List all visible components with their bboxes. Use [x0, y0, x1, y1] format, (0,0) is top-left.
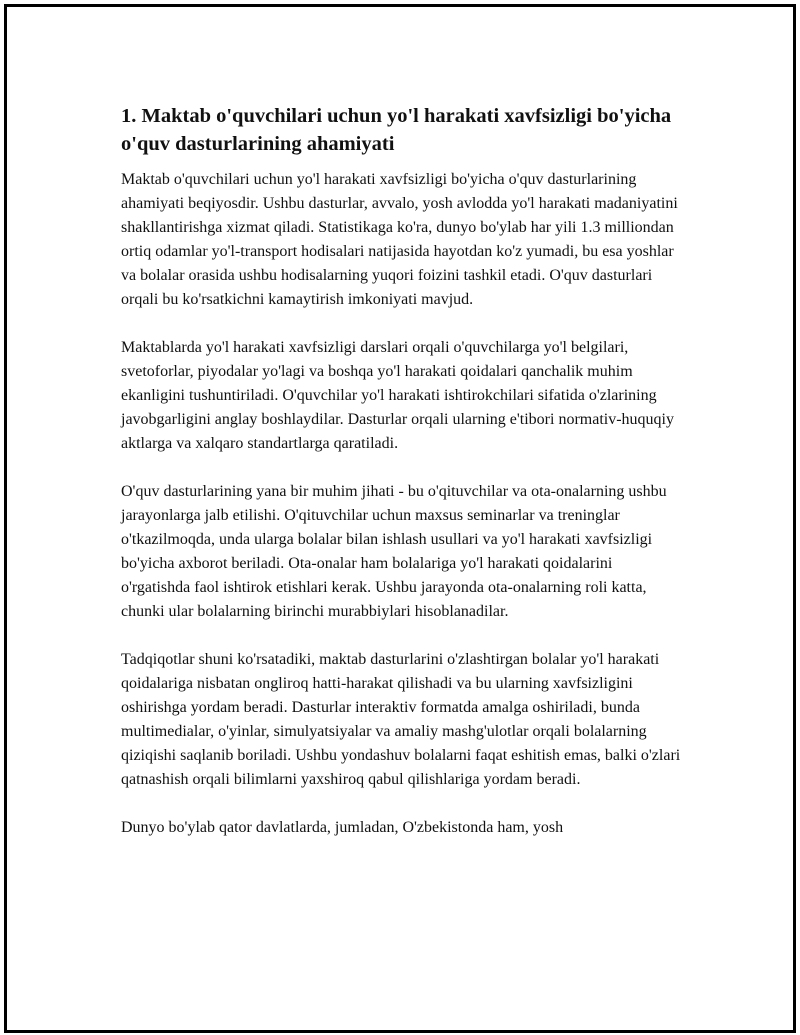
- paragraph-2: Maktablarda yo'l harakati xavfsizligi darslari orqali o'quvchilarga yo'l belgilari, svetoforlar, piyodalar yo'lagi va boshqa yo'l harakati qoidalari qanchalik muhim ekanligini tushuntiriladi. O'quvchilar yo'l harakati ishtirokchilari sifatida o'zlarining javobgarligini anglay boshlaydilar. Dasturlar orqali ularning e'tibori normativ-huquqiy aktlarga va xalqaro standartlarga qaratiladi.: [121, 339, 674, 452]
- paragraph-4: Tadqiqotlar shuni ko'rsatadiki, maktab dasturlarini o'zlashtirgan bolalar yo'l harakati qoidalariga nisbatan ongliroq hatti-harakat qilishadi va bu ularning xavfsizligini oshirishga yordam beradi. Dasturlar interaktiv formatda amalga oshiriladi, bunda multimedialar, o'yinlar, simulyatsiyalar va amaliy mashg'ulotlar orqali bolalarning qiziqishi saqlanib boriladi. Ushbu yondashuv bolalarni faqat eshitish emas, balki o'zlari qatnashish orqali bilimlarni yaxshiroq qabul qilishlariga yordam beradi.: [121, 651, 681, 788]
- page-frame: [4, 4, 796, 1033]
- section-heading: 1. Maktab o'quvchilari uchun yo'l harakati xavfsizligi bo'yicha o'quv dasturlarining ahamiyati: [121, 105, 672, 155]
- paragraph-3: O'quv dasturlarining yana bir muhim jihati - bu o'qituvchilar va ota-onalarning ushbu jarayonlarga jalb etilishi. O'qituvchilar uchun maxsus seminarlar va treninglar o'tkazilmoqda, unda ularga bolalar bilan ishlash usullari va yo'l harakati xavfsizligi bo'yicha axborot beriladi. Ota-onalar ham bolalariga yo'l harakati qoidalarini o'rgatishda faol ishtirok etishlari kerak. Ushbu jarayonda ota-onalarning roli katta, chunki ular bolalarning birinchi murabbiylari hisoblanadilar.: [121, 483, 667, 620]
- paragraph-5: Dunyo bo'ylab qator davlatlarda, jumladan, O'zbekistonda ham, yosh: [121, 819, 564, 836]
- document-body: [121, 102, 681, 864]
- paragraph-1: Maktab o'quvchilari uchun yo'l harakati xavfsizligi bo'yicha o'quv dasturlarining ahamiyati beqiyosdir. Ushbu dasturlar, avvalo, yosh avlodda yo'l harakati madaniyatini shakllantirishga xizmat qiladi. Statistikaga ko'ra, dunyo bo'ylab har yili 1.3 milliondan ortiq odamlar yo'l-transport hodisalari natijasida hayotdan ko'z yumadi, bu esa yoshlar va bolalar orasida ushbu hodisalarning yuqori foizini tashkil etadi. O'quv dasturlari orqali bu ko'rsatkichni kamaytirish imkoniyati mavjud.: [121, 171, 678, 308]
